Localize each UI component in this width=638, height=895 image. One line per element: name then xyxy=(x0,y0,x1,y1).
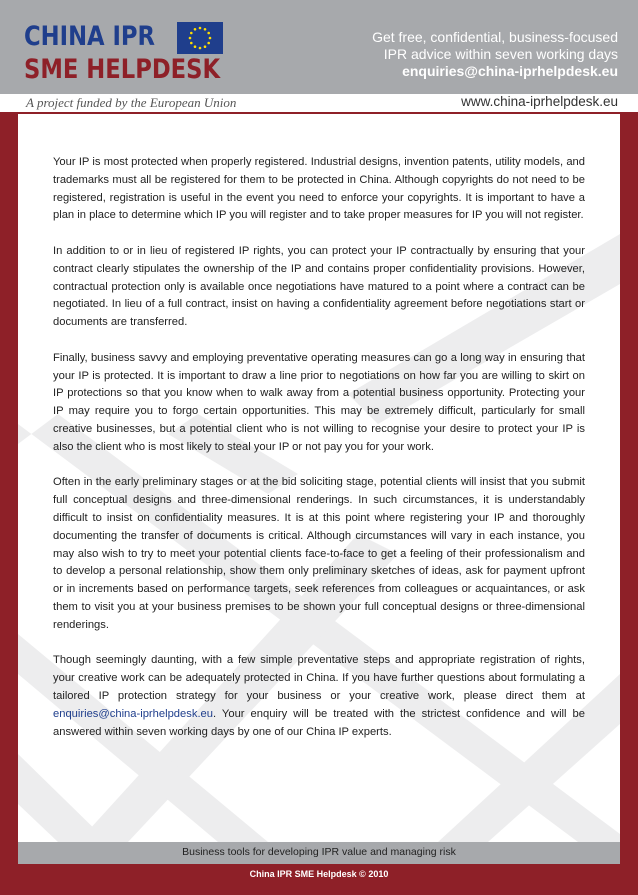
paragraph-5 xyxy=(53,652,585,741)
website-link[interactable]: www.china-iprhelpdesk.eu xyxy=(461,94,618,109)
footer-bar xyxy=(18,842,620,864)
promo-line-2: IPR advice within seven working days xyxy=(383,46,618,62)
sub-header-bar xyxy=(0,94,638,114)
footer-copyright: China IPR SME Helpdesk © 2010 xyxy=(249,869,389,879)
paragraph-3: Finally, business savvy and employing preventative operating measures can go a long way in ensuring that your IP is protected. It is important to draw a line prior to negotiations on how far you are willing to skirt on IP protections so that you know when to walk away from a potential business opportunity. Protecting your IP may require you to forgo certain opportunities. This may be extremely difficult, particularly for small creative businesses, but a potential client who is not willing to recognise your desire to protect your IP is also the client who is most likely to steal your IP or not pay you for your work. xyxy=(53,351,585,453)
logo-line-2: SME HELPDESK xyxy=(24,54,221,85)
paragraph-1: Your IP is most protected when properly registered. Industrial designs, invention patents, utility models, and trademarks must all be registered for them to be protected in China. Although copyrights do not need to be registered, registration is useful in the event you need to enforce your copyrights. It is important to have a plan in place to determine which IP you will register and to take proper measures for IP you will not register. xyxy=(53,156,585,222)
paragraph-4: Often in the early preliminary stages or at the bid soliciting stage, potential clients will insist that you submit full conceptual designs and three-dimensional renderings. In such circumstances, it is understandably difficult to insist on confidentiality measures. It is at this point where registering your IP and thoroughly documenting the transfer of documents is critical. Although circumstances will vary in each instance, you may also wish to try to meet your potential clients face-to-face to get a feeling of their professionalism and to develop a personal relationship, show them only preliminary sketches of ideas, ask for payment upfront or in increments based on performance targets, seek references from colleagues or acquaintances, or ask them to visit you at your business premises to be shown your full conceptual designs or three-dimensional renderings. xyxy=(53,476,585,631)
content-panel xyxy=(18,114,620,842)
enquiry-email-link[interactable]: enquiries@china-iprhelpdesk.eu xyxy=(53,707,213,720)
eu-flag-icon xyxy=(177,22,223,54)
article-body xyxy=(53,154,585,759)
header-promo xyxy=(372,29,618,80)
logo-line-1: CHINA IPR xyxy=(24,21,156,52)
header-banner xyxy=(0,0,638,94)
footer-tagline: Business tools for developing IPR value and managing risk xyxy=(182,846,456,858)
promo-line-1: Get free, confidential, business-focused xyxy=(372,29,618,45)
paragraph-5-text-end: . Your enquiry will be treated with the strictest confidence and will be answered within seven working days by one of our China IP experts. xyxy=(53,707,585,738)
paragraph-5-text-start: Though seemingly daunting, with a few simple preventative steps and appropriate registration of rights, your creative work can be adequately protected in China. If you have further questions about formulating a tailored IP protection strategy for your business or your creative work, please direct them at xyxy=(53,654,585,702)
funded-by-text: A project funded by the European Union xyxy=(26,95,237,110)
paragraph-2: In addition to or in lieu of registered IP rights, you can protect your IP contractually by ensuring that your contract clearly stipulates the ownership of the IP and contains proper confidentiality provisions. However, contractual protection only is available once negotiations have matured to a point where a contract can be negotiated. In lieu of a full contract, insist on having a confidentiality agreement before negotiations start or documents are transferred. xyxy=(53,244,585,329)
header-email-link[interactable]: enquiries@china-iprhelpdesk.eu xyxy=(402,63,618,79)
